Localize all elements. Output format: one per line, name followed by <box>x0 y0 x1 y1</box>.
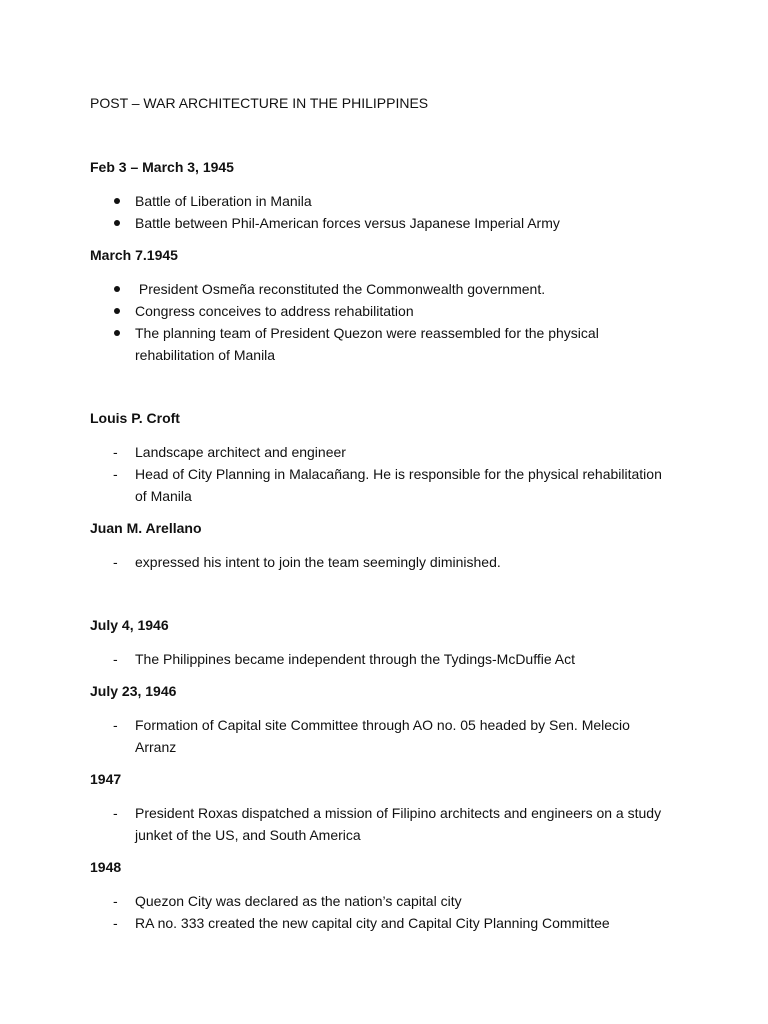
bullet-icon <box>114 308 120 314</box>
bullet-icon <box>114 198 120 204</box>
section-spacer <box>90 670 670 681</box>
list-item-text: Battle of Liberation in Manila <box>135 193 312 209</box>
list-item-text: Head of City Planning in Malacañang. He is responsible for the physical rehabilitation of Manila <box>135 466 666 504</box>
dash-marker: - <box>113 893 118 909</box>
list-item-text: The Philippines became independent through the Tydings-McDuffie Act <box>135 651 575 667</box>
dash-marker: - <box>113 915 118 931</box>
document-body <box>90 157 670 934</box>
list-item <box>90 648 670 670</box>
list-item <box>90 278 670 300</box>
list-item <box>90 441 670 463</box>
dash-marker: - <box>113 466 118 482</box>
section-spacer <box>90 234 670 245</box>
section-list <box>90 890 670 934</box>
section-list <box>90 648 670 670</box>
list-item <box>90 300 670 322</box>
list-item-text: expressed his intent to join the team seemingly diminished. <box>135 554 501 570</box>
bullet-icon <box>114 220 120 226</box>
list-item-text: Quezon City was declared as the nation’s capital city <box>135 893 462 909</box>
list-item-text: Battle between Phil-American forces versus Japanese Imperial Army <box>135 215 560 231</box>
list-item <box>90 212 670 234</box>
dash-marker: - <box>113 444 118 460</box>
list-item <box>90 802 670 846</box>
section-list <box>90 190 670 234</box>
section-heading: Feb 3 – March 3, 1945 <box>90 159 234 175</box>
list-item-text: Congress conceives to address rehabilitation <box>135 303 414 319</box>
bullet-icon <box>114 330 120 336</box>
dash-marker: - <box>113 717 118 733</box>
dash-marker: - <box>113 651 118 667</box>
list-item-text: President Roxas dispatched a mission of Filipino architects and engineers on a study junket of the US, and South America <box>135 805 665 843</box>
section-heading: July 23, 1946 <box>90 683 177 699</box>
list-item-text: The planning team of President Quezon were reassembled for the physical rehabilitation of Manila <box>135 325 603 363</box>
list-item <box>90 912 670 934</box>
section-spacer <box>90 846 670 857</box>
list-item <box>90 463 670 507</box>
section-heading: 1948 <box>90 859 122 875</box>
list-item-text: RA no. 333 created the new capital city and Capital City Planning Committee <box>135 915 610 931</box>
list-item <box>90 322 670 366</box>
section-heading: Louis P. Croft <box>90 410 180 426</box>
list-item <box>90 551 670 573</box>
section-heading: 1947 <box>90 771 122 787</box>
list-item-text: President Osmeña reconstituted the Commonwealth government. <box>135 281 546 297</box>
list-item <box>90 714 670 758</box>
list-item <box>90 890 670 912</box>
section-spacer <box>90 758 670 769</box>
document-title: POST – WAR ARCHITECTURE IN THE PHILIPPINES <box>90 95 429 111</box>
section-list <box>90 441 670 507</box>
list-item-text: Formation of Capital site Committee through AO no. 05 headed by Sen. Melecio Arranz <box>135 717 634 755</box>
section-list <box>90 551 670 573</box>
section-heading: March 7.1945 <box>90 247 178 263</box>
list-item-text: Landscape architect and engineer <box>135 444 346 460</box>
section-heading: Juan M. Arellano <box>90 520 202 536</box>
dash-marker: - <box>113 805 118 821</box>
section-spacer <box>90 507 670 518</box>
section-list <box>90 714 670 758</box>
section-spacer <box>90 573 670 615</box>
document-page <box>90 93 670 934</box>
list-item <box>90 190 670 212</box>
dash-marker: - <box>113 554 118 570</box>
section-list <box>90 278 670 366</box>
section-heading: July 4, 1946 <box>90 617 169 633</box>
section-spacer <box>90 366 670 408</box>
bullet-icon <box>114 286 120 292</box>
section-list <box>90 802 670 846</box>
